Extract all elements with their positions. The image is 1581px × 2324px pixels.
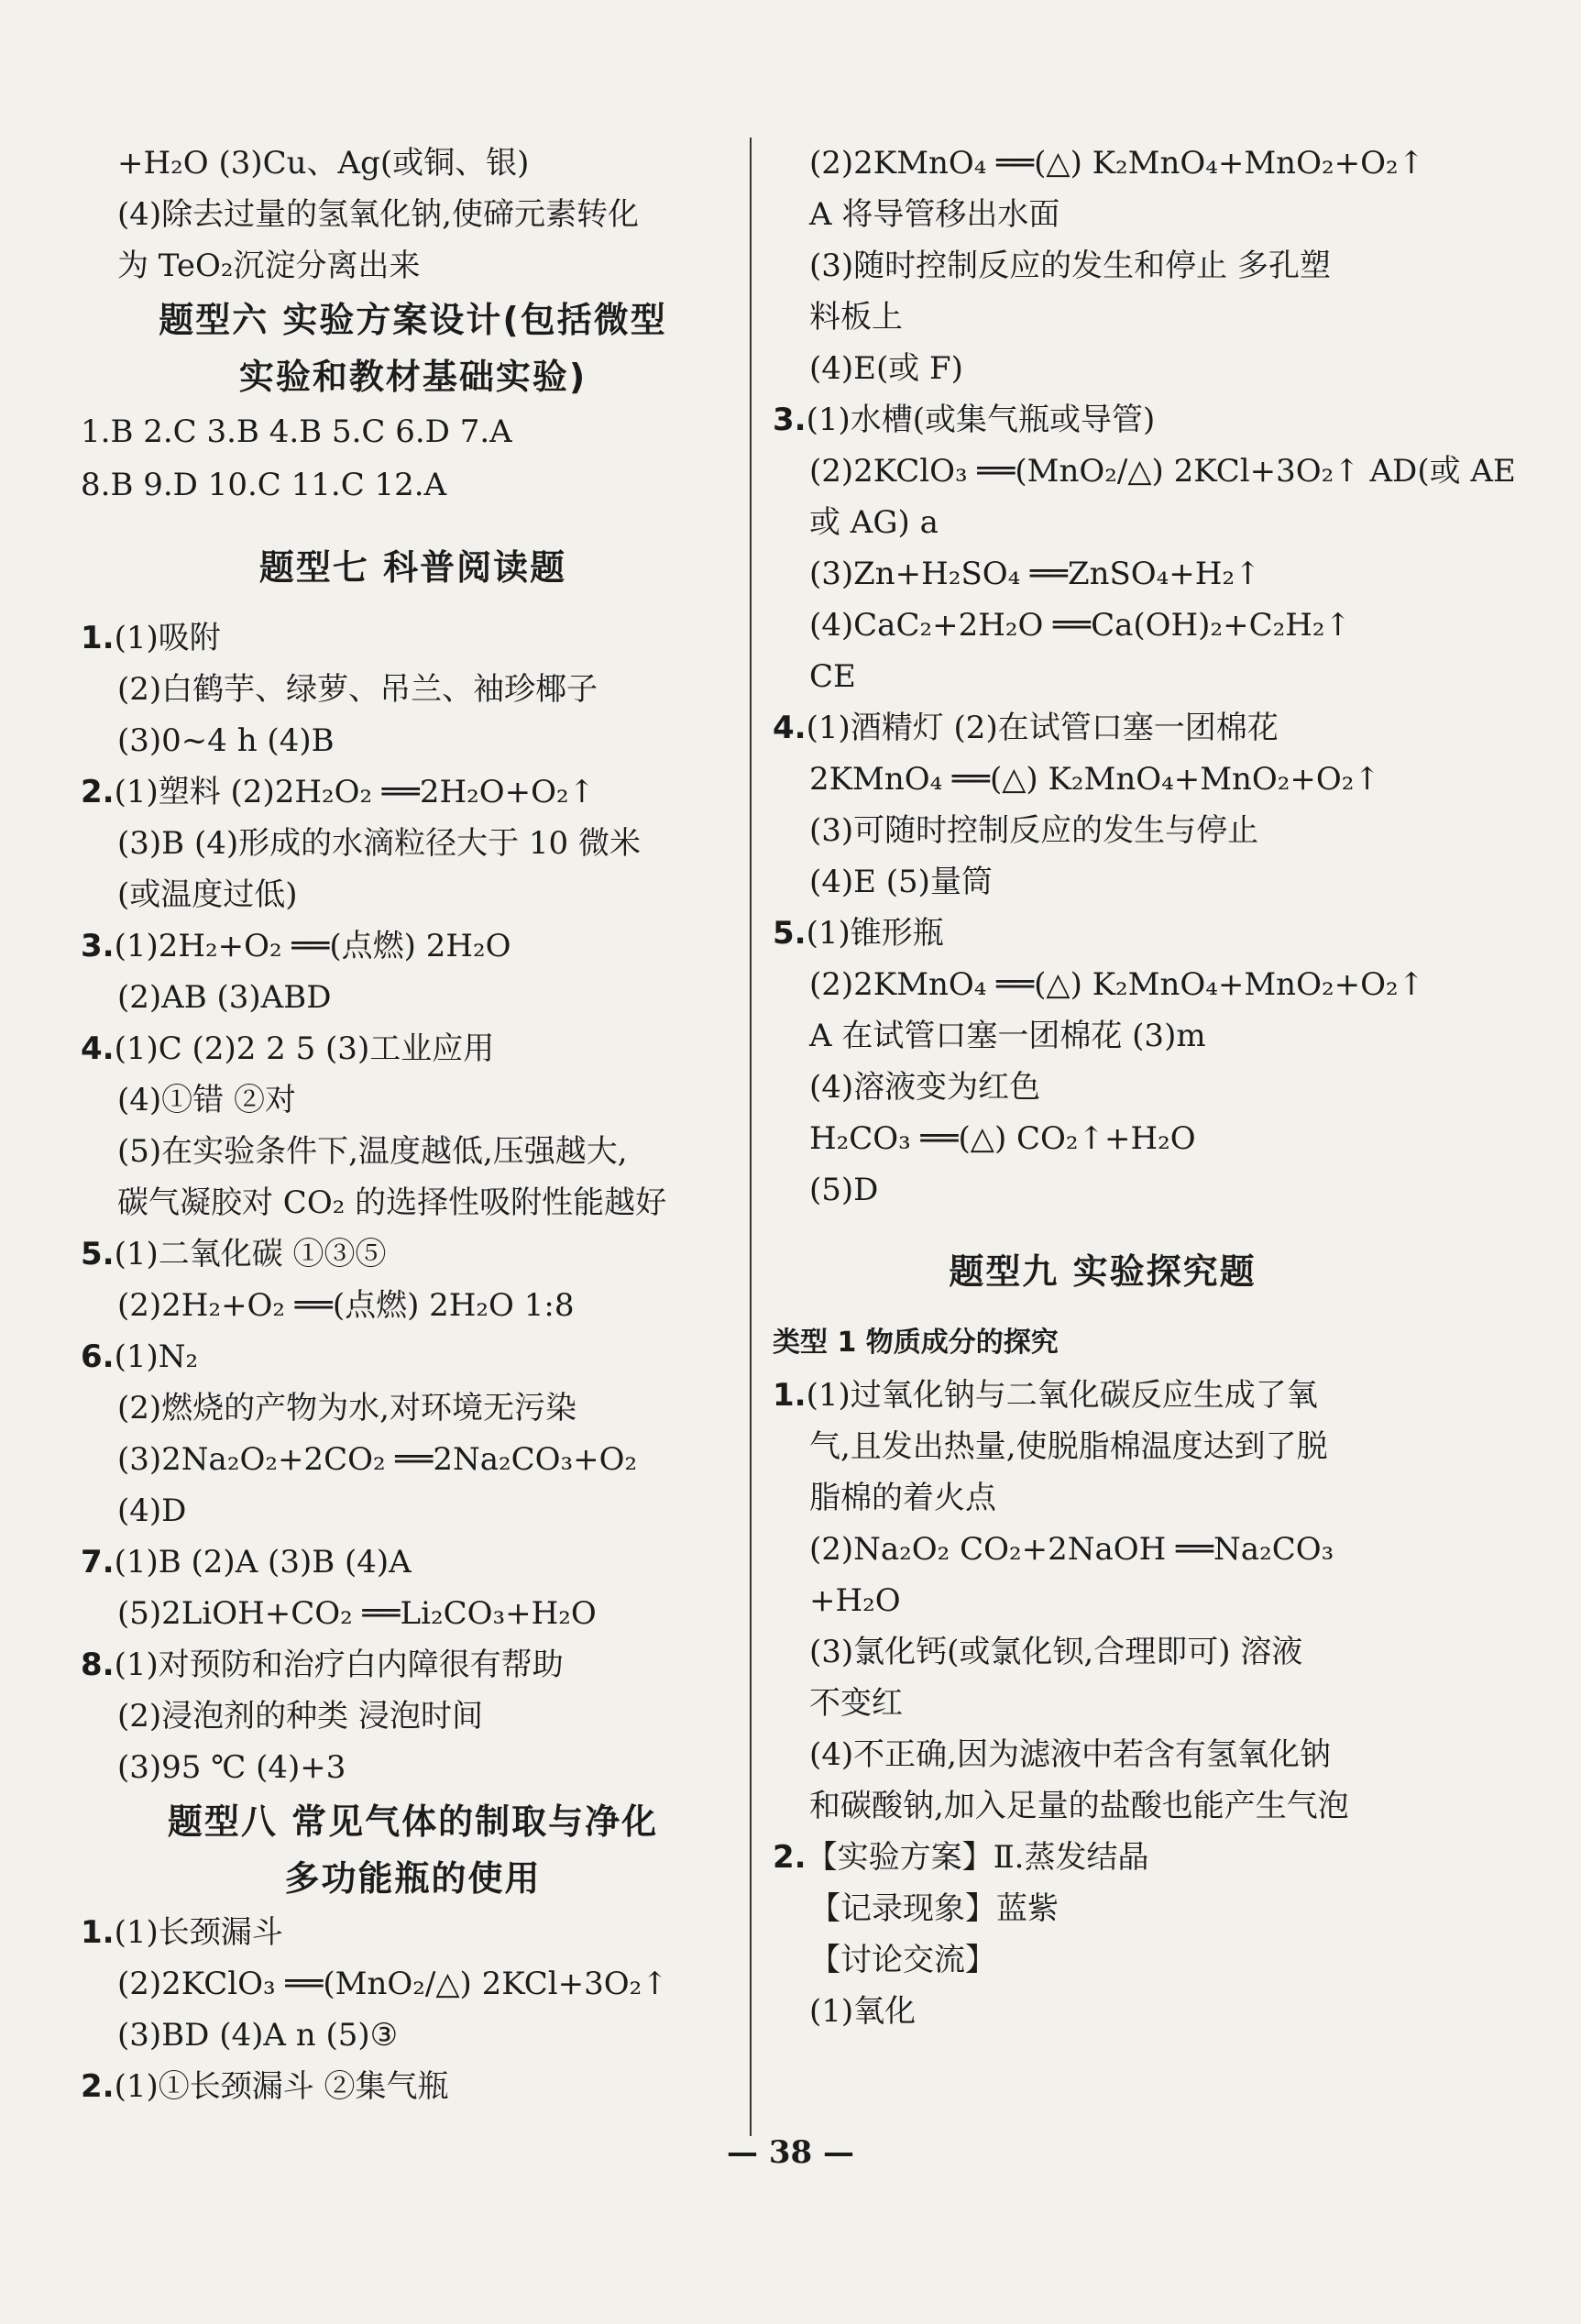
section-heading: 题型九 实验探究题 bbox=[949, 1251, 1257, 1292]
answer-text: (1)对预防和治疗白内障很有帮助 bbox=[114, 1647, 564, 1683]
question-number: 5. bbox=[81, 1236, 115, 1272]
section-heading: 多功能瓶的使用 bbox=[284, 1858, 542, 1899]
answer-line: (2)2KMnO₄ ══(△) K₂MnO₄+MnO₂+O₂↑ bbox=[809, 966, 1425, 1003]
answer-line: 气,且发出热量,使脱脂棉温度达到了脱 bbox=[809, 1428, 1328, 1465]
answer-line: (3)氯化钙(或氯化钡,合理即可) 溶液 bbox=[809, 1634, 1303, 1670]
answer-line bbox=[81, 1536, 745, 1588]
question-number: 7. bbox=[81, 1544, 115, 1581]
question-number: 3. bbox=[773, 402, 807, 438]
left-column bbox=[81, 138, 745, 2112]
right-column bbox=[773, 138, 1516, 2037]
answer-key-row: 1.B 2.C 3.B 4.B 5.C 6.D 7.A bbox=[81, 413, 512, 450]
answer-line: 【讨论交流】 bbox=[809, 1942, 996, 1978]
answer-line: CE bbox=[809, 658, 856, 695]
answer-line bbox=[81, 1907, 745, 1958]
answer-text: (1)①长颈漏斗 ②集气瓶 bbox=[114, 2068, 449, 2105]
answer-line: 或 AG) a bbox=[809, 504, 939, 541]
answer-line: (3)2Na₂O₂+2CO₂ ══2Na₂CO₃+O₂ bbox=[117, 1441, 638, 1478]
answer-line: (2)浸泡剂的种类 浸泡时间 bbox=[117, 1698, 483, 1735]
answer-text: (1)水槽(或集气瓶或导管) bbox=[806, 402, 1156, 438]
answer-line: 2KMnO₄ ══(△) K₂MnO₄+MnO₂+O₂↑ bbox=[809, 761, 1380, 798]
answer-line: (3)95 ℃ (4)+3 bbox=[117, 1749, 346, 1786]
question-number: 2. bbox=[773, 1839, 807, 1876]
question-number: 3. bbox=[81, 928, 115, 964]
answer-line: (3)0~4 h (4)B bbox=[117, 722, 335, 759]
answer-line bbox=[81, 2061, 745, 2112]
answer-line: (4)①错 ②对 bbox=[117, 1082, 296, 1118]
answer-line: (或温度过低) bbox=[117, 876, 298, 913]
answer-text: (1)2H₂+O₂ ══(点燃) 2H₂O bbox=[114, 928, 511, 964]
answer-line: (4)溶液变为红色 bbox=[809, 1069, 1041, 1106]
question-number: 8. bbox=[81, 1647, 115, 1683]
question-number: 6. bbox=[81, 1338, 115, 1375]
question-number: 1. bbox=[773, 1377, 807, 1414]
answer-line: (2)AB (3)ABD bbox=[117, 979, 332, 1016]
answer-line: 和碳酸钠,加入足量的盐酸也能产生气泡 bbox=[809, 1788, 1349, 1824]
answer-text: (1)B (2)A (3)B (4)A bbox=[114, 1544, 412, 1581]
question-number: 5. bbox=[773, 915, 807, 952]
section-heading: 题型七 科普阅读题 bbox=[258, 547, 567, 588]
answer-line: (3)可随时控制反应的发生与停止 bbox=[809, 812, 1259, 849]
answer-line bbox=[81, 1639, 745, 1691]
answer-line: (3)BD (4)A n (5)③ bbox=[117, 2017, 399, 2054]
answer-line: (4)除去过量的氢氧化钠,使碲元素转化 bbox=[117, 196, 639, 233]
answer-line: 为 TeO₂沉淀分离出来 bbox=[117, 248, 421, 284]
answer-line: (4)E(或 F) bbox=[809, 350, 963, 387]
answer-line: 碳气凝胶对 CO₂ 的选择性吸附性能越好 bbox=[117, 1184, 667, 1221]
answer-line: A 将导管移出水面 bbox=[809, 196, 1060, 233]
answer-text: (1)吸附 bbox=[114, 620, 221, 656]
answer-text: (1)过氧化钠与二氧化碳反应生成了氧 bbox=[806, 1377, 1318, 1414]
answer-line: (3)Zn+H₂SO₄ ══ZnSO₄+H₂↑ bbox=[809, 556, 1261, 592]
answer-line bbox=[81, 1023, 745, 1074]
answer-line: (3)B (4)形成的水滴粒径大于 10 微米 bbox=[117, 825, 641, 862]
answer-line: 脂棉的着火点 bbox=[809, 1480, 996, 1516]
answer-line: (4)D bbox=[117, 1492, 187, 1529]
answer-line: (5)在实验条件下,温度越低,压强越大, bbox=[117, 1133, 628, 1170]
answer-key-row: 8.B 9.D 10.C 11.C 12.A bbox=[81, 467, 447, 503]
answer-line bbox=[773, 1832, 1433, 1883]
answer-line: 【记录现象】蓝紫 bbox=[809, 1890, 1059, 1927]
answer-line bbox=[81, 1228, 745, 1280]
answer-line: (4)E (5)量筒 bbox=[809, 864, 993, 900]
answer-line: (2)2KClO₃ ══(MnO₂/△) 2KCl+3O₂↑ bbox=[117, 1966, 668, 2002]
answer-line bbox=[81, 1331, 745, 1382]
answer-text: (1)塑料 (2)2H₂O₂ ══2H₂O+O₂↑ bbox=[114, 774, 596, 810]
answer-text: (1)锥形瓶 bbox=[806, 915, 944, 952]
answer-line: 不变红 bbox=[809, 1685, 903, 1722]
answer-text: (1)C (2)2 2 5 (3)工业应用 bbox=[114, 1030, 495, 1067]
page-number: — 38 — bbox=[727, 2134, 854, 2171]
answer-line: (3)随时控制反应的发生和停止 多孔塑 bbox=[809, 248, 1331, 284]
question-number: 4. bbox=[773, 710, 807, 746]
answer-line: 料板上 bbox=[809, 299, 903, 336]
answer-line: (4)不正确,因为滤液中若含有氢氧化钠 bbox=[809, 1736, 1331, 1773]
answer-line: (5)D bbox=[809, 1172, 879, 1208]
question-number: 4. bbox=[81, 1030, 115, 1067]
answer-text: (1)二氧化碳 ①③⑤ bbox=[114, 1236, 387, 1272]
subsection-heading: 类型 1 物质成分的探究 bbox=[773, 1327, 1059, 1359]
answer-text: (1)长颈漏斗 bbox=[114, 1914, 283, 1951]
answer-line: (2)Na₂O₂ CO₂+2NaOH ══Na₂CO₃ bbox=[809, 1531, 1334, 1568]
answer-line bbox=[773, 1370, 1433, 1421]
answer-line: (1)氧化 bbox=[809, 1993, 917, 2030]
answer-line: H₂CO₃ ══(△) CO₂↑+H₂O bbox=[809, 1120, 1196, 1157]
question-number: 1. bbox=[81, 1914, 115, 1951]
answer-line: (2)燃烧的产物为水,对环境无污染 bbox=[117, 1390, 576, 1426]
answer-line: (2)白鹤芋、绿萝、吊兰、袖珍椰子 bbox=[117, 671, 598, 708]
question-number: 1. bbox=[81, 620, 115, 656]
answer-text: 【实验方案】Ⅱ.蒸发结晶 bbox=[806, 1839, 1149, 1876]
answer-line bbox=[773, 702, 1433, 754]
question-number: 2. bbox=[81, 774, 115, 810]
answer-line bbox=[81, 612, 745, 664]
answer-line bbox=[81, 766, 745, 818]
answer-line bbox=[773, 908, 1433, 959]
answer-line bbox=[81, 920, 745, 972]
section-heading: 题型六 实验方案设计(包括微型 bbox=[159, 300, 667, 340]
answer-line: (2)2H₂+O₂ ══(点燃) 2H₂O 1:8 bbox=[117, 1287, 575, 1324]
answer-line: A 在试管口塞一团棉花 (3)m bbox=[809, 1018, 1206, 1054]
section-heading: 题型八 常见气体的制取与净化 bbox=[167, 1801, 659, 1842]
answer-line bbox=[773, 394, 1433, 446]
answer-text: (1)酒精灯 (2)在试管口塞一团棉花 bbox=[806, 710, 1279, 746]
answer-line: +H₂O bbox=[809, 1582, 901, 1619]
column-divider bbox=[750, 138, 752, 2136]
section-heading: 实验和教材基础实验) bbox=[238, 357, 587, 397]
answer-line: (5)2LiOH+CO₂ ══Li₂CO₃+H₂O bbox=[117, 1595, 597, 1632]
answer-line: (2)2KClO₃ ══(MnO₂/△) 2KCl+3O₂↑ AD(或 AE bbox=[809, 453, 1516, 490]
answer-line: +H₂O (3)Cu、Ag(或铜、银) bbox=[117, 145, 530, 182]
answer-text: (1)N₂ bbox=[114, 1338, 199, 1375]
question-number: 2. bbox=[81, 2068, 115, 2105]
answer-line: (4)CaC₂+2H₂O ══Ca(OH)₂+C₂H₂↑ bbox=[809, 607, 1351, 644]
answer-line: (2)2KMnO₄ ══(△) K₂MnO₄+MnO₂+O₂↑ bbox=[809, 145, 1425, 182]
